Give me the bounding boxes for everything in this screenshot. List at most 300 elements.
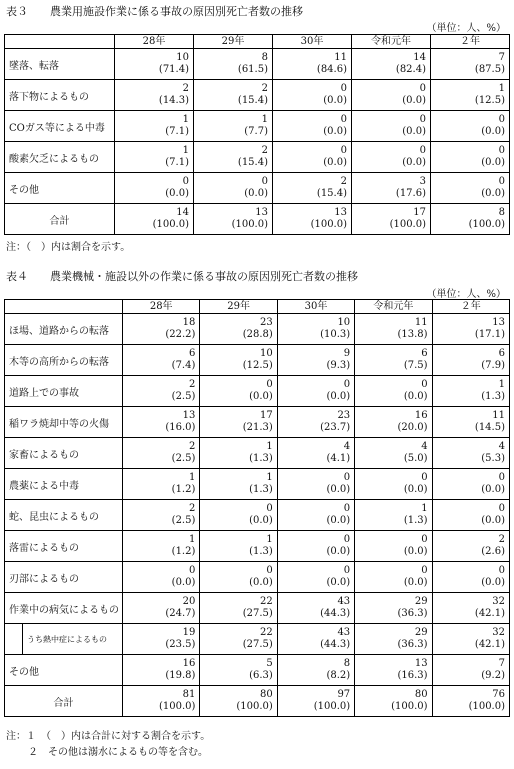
total-label: 合計 [5, 204, 115, 235]
percent-value: (5.3) [481, 453, 505, 464]
count-value: 7 [498, 52, 505, 63]
value-cell [355, 500, 432, 531]
value-cell [200, 562, 277, 593]
percent-value: (0.0) [481, 515, 505, 526]
value-cell [123, 655, 200, 686]
count-value: 6 [421, 348, 428, 359]
value-cell [432, 531, 509, 562]
count-value: 2 [189, 379, 196, 390]
count-value: 29 [414, 596, 428, 607]
table-row [5, 345, 510, 376]
count-value: 7 [498, 658, 505, 669]
value-cell [277, 562, 354, 593]
percent-value: (42.1) [474, 639, 505, 650]
percent-value: (2.5) [171, 453, 196, 464]
percent-value: (0.0) [481, 577, 505, 588]
count-value: 0 [266, 565, 273, 576]
count-value: 5 [266, 658, 273, 669]
row-label: ほ場、道路からの転落 [5, 314, 123, 345]
value-cell [432, 376, 509, 407]
count-value: 23 [260, 317, 273, 328]
value-cell [115, 173, 194, 204]
percent-value: (15.4) [237, 157, 268, 168]
row-label: その他 [5, 173, 115, 204]
percent-value: (17.1) [474, 329, 505, 340]
percent-value: (2.5) [171, 515, 196, 526]
row-label: 蛇、昆虫によるもの [5, 500, 123, 531]
table3-header-row [5, 35, 510, 49]
value-cell [355, 469, 432, 500]
percent-value: (71.4) [158, 64, 189, 75]
table-row [5, 142, 510, 173]
percent-value: (87.5) [474, 64, 505, 75]
count-value: 17 [260, 410, 273, 421]
percent-value: (19.8) [165, 670, 196, 681]
percent-value: (0.0) [326, 577, 351, 588]
percent-value: (1.3) [249, 453, 273, 464]
value-cell [432, 345, 509, 376]
percent-value: (21.3) [242, 422, 273, 433]
table4-header-cell: 28年 [123, 300, 200, 314]
value-cell [277, 376, 354, 407]
count-value: 0 [498, 176, 505, 187]
row-label: 落雷によるもの [5, 531, 123, 562]
percent-value: (0.0) [244, 188, 268, 199]
value-cell [273, 204, 352, 235]
count-value: 0 [343, 503, 351, 514]
value-cell [200, 314, 277, 345]
value-cell [277, 500, 354, 531]
percent-value: (0.0) [403, 577, 428, 588]
percent-value: (9.2) [481, 670, 505, 681]
percent-value: (100.0) [468, 701, 505, 712]
percent-value: (0.0) [402, 95, 426, 106]
count-value: 2 [182, 83, 189, 94]
value-cell [200, 500, 277, 531]
count-value: 29 [414, 627, 428, 638]
count-value: 16 [182, 658, 196, 669]
value-cell [277, 593, 354, 624]
count-value: 0 [498, 503, 505, 514]
value-cell [277, 624, 354, 655]
percent-value: (12.5) [474, 95, 505, 106]
percent-value: (100.0) [391, 701, 428, 712]
count-value: 3 [419, 176, 426, 187]
count-value: 8 [498, 207, 505, 218]
count-value: 0 [421, 565, 428, 576]
count-value: 0 [421, 472, 428, 483]
table3-title: 表３ 農業用施設作業に係る事故の原因別死亡者数の推移 [6, 5, 303, 18]
percent-value: (0.0) [403, 484, 428, 495]
percent-value: (0.0) [402, 157, 426, 168]
value-cell [123, 407, 200, 438]
count-value: 8 [261, 52, 268, 63]
percent-value: (0.0) [481, 484, 505, 495]
value-cell [352, 204, 431, 235]
percent-value: (2.5) [171, 391, 196, 402]
percent-value: (13.8) [397, 329, 428, 340]
table3-header-cell: ２年 [431, 35, 510, 49]
count-value: 2 [340, 176, 347, 187]
percent-value: (14.5) [474, 422, 505, 433]
percent-value: (82.4) [395, 64, 426, 75]
percent-value: (0.0) [165, 188, 189, 199]
count-value: 0 [498, 565, 505, 576]
value-cell [273, 111, 352, 142]
count-value: 0 [261, 176, 268, 187]
value-cell [200, 469, 277, 500]
value-cell [273, 142, 352, 173]
table-row [5, 376, 510, 407]
percent-value: (17.6) [395, 188, 426, 199]
row-label: 作業中の病気によるもの [5, 593, 123, 624]
percent-value: (44.3) [320, 608, 351, 619]
percent-value: (0.0) [171, 577, 196, 588]
row-label: 農薬による中毒 [5, 469, 123, 500]
percent-value: (0.0) [249, 577, 273, 588]
table-row [5, 407, 510, 438]
percent-value: (0.0) [402, 126, 426, 137]
percent-value: (0.0) [326, 391, 351, 402]
count-value: 2 [189, 441, 196, 452]
count-value: 14 [176, 207, 189, 218]
count-value: 4 [498, 441, 505, 452]
count-value: 43 [337, 596, 351, 607]
count-value: 2 [498, 534, 505, 545]
value-cell [432, 562, 509, 593]
count-value: 97 [337, 689, 351, 700]
indent-cell [5, 624, 23, 655]
value-cell [123, 686, 200, 717]
percent-value: (100.0) [152, 219, 189, 230]
count-value: 6 [189, 348, 196, 359]
percent-value: (5.0) [403, 453, 428, 464]
value-cell [194, 142, 273, 173]
table4-header-cell: 令和元年 [355, 300, 432, 314]
value-cell [355, 438, 432, 469]
count-value: 13 [492, 317, 505, 328]
percent-value: (100.0) [231, 219, 268, 230]
table-row [5, 173, 510, 204]
table4-header-cell: ２年 [432, 300, 509, 314]
value-cell [355, 686, 432, 717]
value-cell [277, 345, 354, 376]
percent-value: (0.0) [403, 391, 428, 402]
row-label: 墜落、転落 [5, 49, 115, 80]
percent-value: (24.7) [165, 608, 196, 619]
value-cell [200, 686, 277, 717]
percent-value: (14.3) [158, 95, 189, 106]
table3-note: 注：（ ）内は割合を示す。 [6, 242, 131, 253]
value-cell [355, 314, 432, 345]
percent-value: (7.5) [403, 360, 428, 371]
percent-value: (84.6) [316, 64, 347, 75]
value-cell [115, 111, 194, 142]
table-row [5, 655, 510, 686]
count-value: 23 [337, 410, 351, 421]
table-row [5, 593, 510, 624]
table-row [5, 562, 510, 593]
value-cell [355, 655, 432, 686]
percent-value: (1.3) [481, 391, 505, 402]
count-value: 32 [492, 596, 505, 607]
value-cell [115, 80, 194, 111]
value-cell [115, 204, 194, 235]
percent-value: (100.0) [158, 701, 196, 712]
count-value: 0 [340, 145, 347, 156]
count-value: 11 [414, 317, 428, 328]
value-cell [194, 80, 273, 111]
table3-header-cell: 令和元年 [352, 35, 431, 49]
percent-value: (1.3) [403, 515, 428, 526]
value-cell [355, 407, 432, 438]
value-cell [355, 624, 432, 655]
count-value: 0 [421, 534, 428, 545]
percent-value: (6.3) [249, 670, 273, 681]
table3-header-corner [5, 35, 115, 49]
count-value: 1 [498, 83, 505, 94]
percent-value: (7.7) [244, 126, 268, 137]
table4-unit: （単位：人、%） [426, 289, 506, 300]
total-label: 合計 [5, 686, 123, 717]
percent-value: (1.2) [171, 546, 196, 557]
value-cell [194, 173, 273, 204]
value-cell [432, 686, 509, 717]
value-cell [431, 111, 510, 142]
row-label: COガス等による中毒 [5, 111, 115, 142]
count-value: 6 [498, 348, 505, 359]
table3-header-cell: 29年 [194, 35, 273, 49]
value-cell [277, 407, 354, 438]
count-value: 76 [492, 689, 505, 700]
table4-title: 表４ 農業機械・施設以外の作業に係る事故の原因別死亡者数の推移 [6, 270, 358, 283]
percent-value: (2.6) [481, 546, 505, 557]
count-value: 1 [182, 114, 189, 125]
value-cell [123, 376, 200, 407]
row-label: 落下物によるもの [5, 80, 115, 111]
table-row [5, 686, 510, 717]
count-value: 1 [266, 441, 273, 452]
table-row [5, 469, 510, 500]
value-cell [123, 438, 200, 469]
value-cell [273, 49, 352, 80]
value-cell [352, 142, 431, 173]
percent-value: (1.3) [249, 484, 273, 495]
table-row [5, 80, 510, 111]
value-cell [194, 204, 273, 235]
count-value: 4 [421, 441, 428, 452]
value-cell [432, 314, 509, 345]
value-cell [123, 593, 200, 624]
value-cell [432, 655, 509, 686]
count-value: 4 [343, 441, 351, 452]
percent-value: (0.0) [249, 391, 273, 402]
percent-value: (100.0) [389, 219, 426, 230]
count-value: 1 [421, 503, 428, 514]
count-value: 17 [413, 207, 426, 218]
percent-value: (0.0) [323, 95, 347, 106]
table-row [5, 438, 510, 469]
table4-note-2: ２ その他は溺水によるもの等を含む。 [28, 747, 208, 758]
value-cell [352, 111, 431, 142]
count-value: 0 [419, 114, 426, 125]
table-row [5, 624, 510, 655]
count-value: 16 [414, 410, 428, 421]
value-cell [273, 80, 352, 111]
count-value: 11 [492, 410, 505, 421]
table-row [5, 204, 510, 235]
value-cell [123, 562, 200, 593]
value-cell [123, 469, 200, 500]
count-value: 0 [498, 145, 505, 156]
table-row [5, 314, 510, 345]
count-value: 0 [340, 114, 347, 125]
value-cell [431, 49, 510, 80]
table4-header-cell: 29年 [200, 300, 277, 314]
table4-header-cell: 30年 [277, 300, 354, 314]
count-value: 80 [260, 689, 273, 700]
count-value: 0 [266, 379, 273, 390]
table4 [4, 299, 510, 717]
percent-value: (27.5) [242, 639, 273, 650]
row-label: 家畜によるもの [5, 438, 123, 469]
percent-value: (100.0) [468, 219, 505, 230]
count-value: 0 [421, 379, 428, 390]
value-cell [200, 345, 277, 376]
table3 [4, 34, 510, 235]
table3-header-cell: 30年 [273, 35, 352, 49]
value-cell [277, 686, 354, 717]
table4-header-corner [5, 300, 123, 314]
percent-value: (36.3) [397, 608, 428, 619]
count-value: 0 [266, 503, 273, 514]
percent-value: (8.2) [326, 670, 351, 681]
value-cell [431, 80, 510, 111]
percent-value: (1.2) [171, 484, 196, 495]
count-value: 13 [414, 658, 428, 669]
row-label: うち熱中症によるもの [23, 624, 123, 655]
value-cell [432, 624, 509, 655]
count-value: 11 [334, 52, 347, 63]
table3-body [5, 49, 510, 235]
count-value: 10 [337, 317, 351, 328]
percent-value: (12.5) [242, 360, 273, 371]
table-row [5, 49, 510, 80]
value-cell [432, 500, 509, 531]
value-cell [123, 345, 200, 376]
percent-value: (0.0) [326, 546, 351, 557]
percent-value: (20.0) [397, 422, 428, 433]
value-cell [277, 531, 354, 562]
percent-value: (100.0) [236, 701, 273, 712]
value-cell [200, 531, 277, 562]
percent-value: (15.4) [316, 188, 347, 199]
count-value: 0 [419, 83, 426, 94]
value-cell [355, 376, 432, 407]
table3-unit: （単位：人、%） [426, 23, 506, 34]
value-cell [352, 173, 431, 204]
table3-header-cell: 28年 [115, 35, 194, 49]
percent-value: (4.1) [326, 453, 351, 464]
percent-value: (7.1) [165, 126, 189, 137]
count-value: 0 [182, 176, 189, 187]
value-cell [277, 655, 354, 686]
count-value: 22 [260, 596, 273, 607]
row-label: 刃部によるもの [5, 562, 123, 593]
count-value: 1 [189, 472, 196, 483]
value-cell [200, 438, 277, 469]
value-cell [431, 142, 510, 173]
count-value: 18 [182, 317, 196, 328]
table4-header-row [5, 300, 510, 314]
percent-value: (100.0) [310, 219, 347, 230]
value-cell [123, 314, 200, 345]
count-value: 0 [343, 534, 351, 545]
percent-value: (1.3) [249, 546, 273, 557]
row-label: 道路上での事故 [5, 376, 123, 407]
percent-value: (42.1) [474, 608, 505, 619]
percent-value: (0.0) [326, 484, 351, 495]
percent-value: (9.3) [326, 360, 351, 371]
count-value: 2 [261, 83, 268, 94]
row-label: 稲ワラ焼却中等の火傷 [5, 407, 123, 438]
percent-value: (0.0) [481, 157, 505, 168]
percent-value: (44.3) [320, 639, 351, 650]
count-value: 22 [260, 627, 273, 638]
percent-value: (61.5) [237, 64, 268, 75]
table-row [5, 111, 510, 142]
table4-note-1: 注：１ （ ）内は合計に対する割合を示す。 [6, 731, 211, 742]
count-value: 32 [492, 627, 505, 638]
count-value: 43 [337, 627, 351, 638]
value-cell [123, 500, 200, 531]
percent-value: (0.0) [323, 126, 347, 137]
percent-value: (16.3) [397, 670, 428, 681]
count-value: 13 [255, 207, 268, 218]
count-value: 19 [182, 627, 196, 638]
value-cell [277, 314, 354, 345]
percent-value: (36.3) [397, 639, 428, 650]
count-value: 0 [340, 83, 347, 94]
percent-value: (22.2) [165, 329, 196, 340]
value-cell [194, 111, 273, 142]
count-value: 0 [343, 379, 351, 390]
count-value: 2 [189, 503, 196, 514]
count-value: 0 [189, 565, 196, 576]
value-cell [431, 204, 510, 235]
value-cell [115, 142, 194, 173]
count-value: 1 [266, 472, 273, 483]
percent-value: (100.0) [313, 701, 351, 712]
count-value: 80 [414, 689, 428, 700]
value-cell [432, 438, 509, 469]
value-cell [432, 469, 509, 500]
count-value: 8 [343, 658, 351, 669]
row-label: 酸素欠乏によるもの [5, 142, 115, 173]
value-cell [200, 407, 277, 438]
percent-value: (0.0) [403, 546, 428, 557]
count-value: 20 [182, 596, 196, 607]
count-value: 1 [498, 379, 505, 390]
value-cell [431, 173, 510, 204]
percent-value: (27.5) [242, 608, 273, 619]
count-value: 9 [343, 348, 351, 359]
count-value: 10 [260, 348, 273, 359]
value-cell [355, 593, 432, 624]
count-value: 1 [266, 534, 273, 545]
percent-value: (15.4) [237, 95, 268, 106]
value-cell [273, 173, 352, 204]
